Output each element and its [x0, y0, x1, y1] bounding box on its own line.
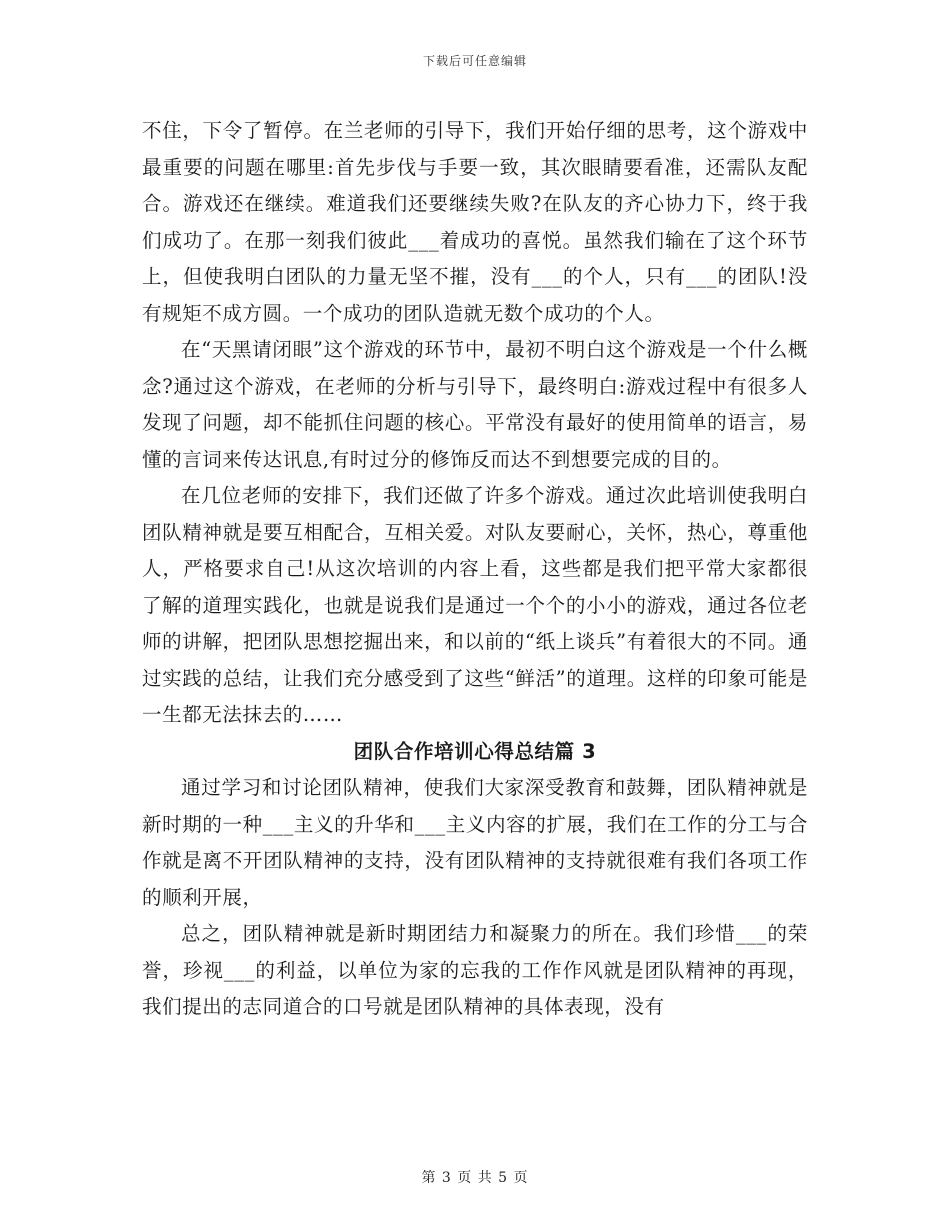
paragraph-continuation: 不住，下令了暂停。在兰老师的引导下，我们开始仔细的思考，这个游戏中最重要的问题在哪里:首先步伐与手要一致，其次眼睛要看准，还需队友配合。游戏还在继续。难道我们还要继续失败?在队友的齐心协力下，终于我们成功了。在那一刻我们彼此___着成功的喜悦。虽然我们输在了这个环节上，但使我明白团队的力量无坚不摧，没有___的个人，只有___的团队!没有规矩不成方圆。一个成功的团队造就无数个成功的个人。 [142, 119, 808, 325]
page-footer: 第 3 页 共 5 页 [421, 1170, 529, 1186]
page-header: 下载后可任意编辑 [422, 54, 527, 68]
paragraph-conclusion: 总之，团队精神就是新时期团结力和凝聚力的所在。我们珍惜___的荣誉，珍视___的利益，以单位为家的忘我的工作作风就是团队精神的再现，我们提出的志同道合的口号就是团队精神的具体表现，没有 [142, 922, 808, 1018]
paragraph-teacher-arrangement: 在几位老师的安排下，我们还做了许多个游戏。通过次此培训使我明白团队精神就是要互相配合，互相关爱。对队友要耐心，关怀，热心，尊重他人，严格要求自己!从这次培训的内容上看，这些都是我们把平常大家都很了解的道理实践化，也就是说我们是通过一个个的小小的游戏，通过各位老师的讲解，把团队思想挖掘出来，和以前的“纸上谈兵”有着很大的不同。通过实践的总结，让我们充分感受到了这些“鲜活”的道理。这样的印象可能是一生都无法抹去的…… [142, 484, 808, 726]
paragraph-game-night: 在“天黑请闭眼”这个游戏的环节中，最初不明白这个游戏是一个什么概念?通过这个游戏，在老师的分析与引导下，最终明白:游戏过程中有很多人发现了问题，却不能抓住问题的核心。平常没有最好的使用简单的语言，易懂的言词来传达讯息,有时过分的修饰反而达不到想要完成的目的。 [142, 338, 808, 471]
document-body [142, 113, 808, 1026]
section-title: 团队合作培训心得总结篇 3 [353, 739, 597, 763]
paragraph-team-spirit: 通过学习和讨论团队精神，使我们大家深受教育和鼓舞，团队精神就是新时期的一种___主义的升华和___主义内容的扩展，我们在工作的分工与合作就是离不开团队精神的支持，没有团队精神的支持就很难有我们各项工作的顺利开展， [142, 776, 808, 909]
